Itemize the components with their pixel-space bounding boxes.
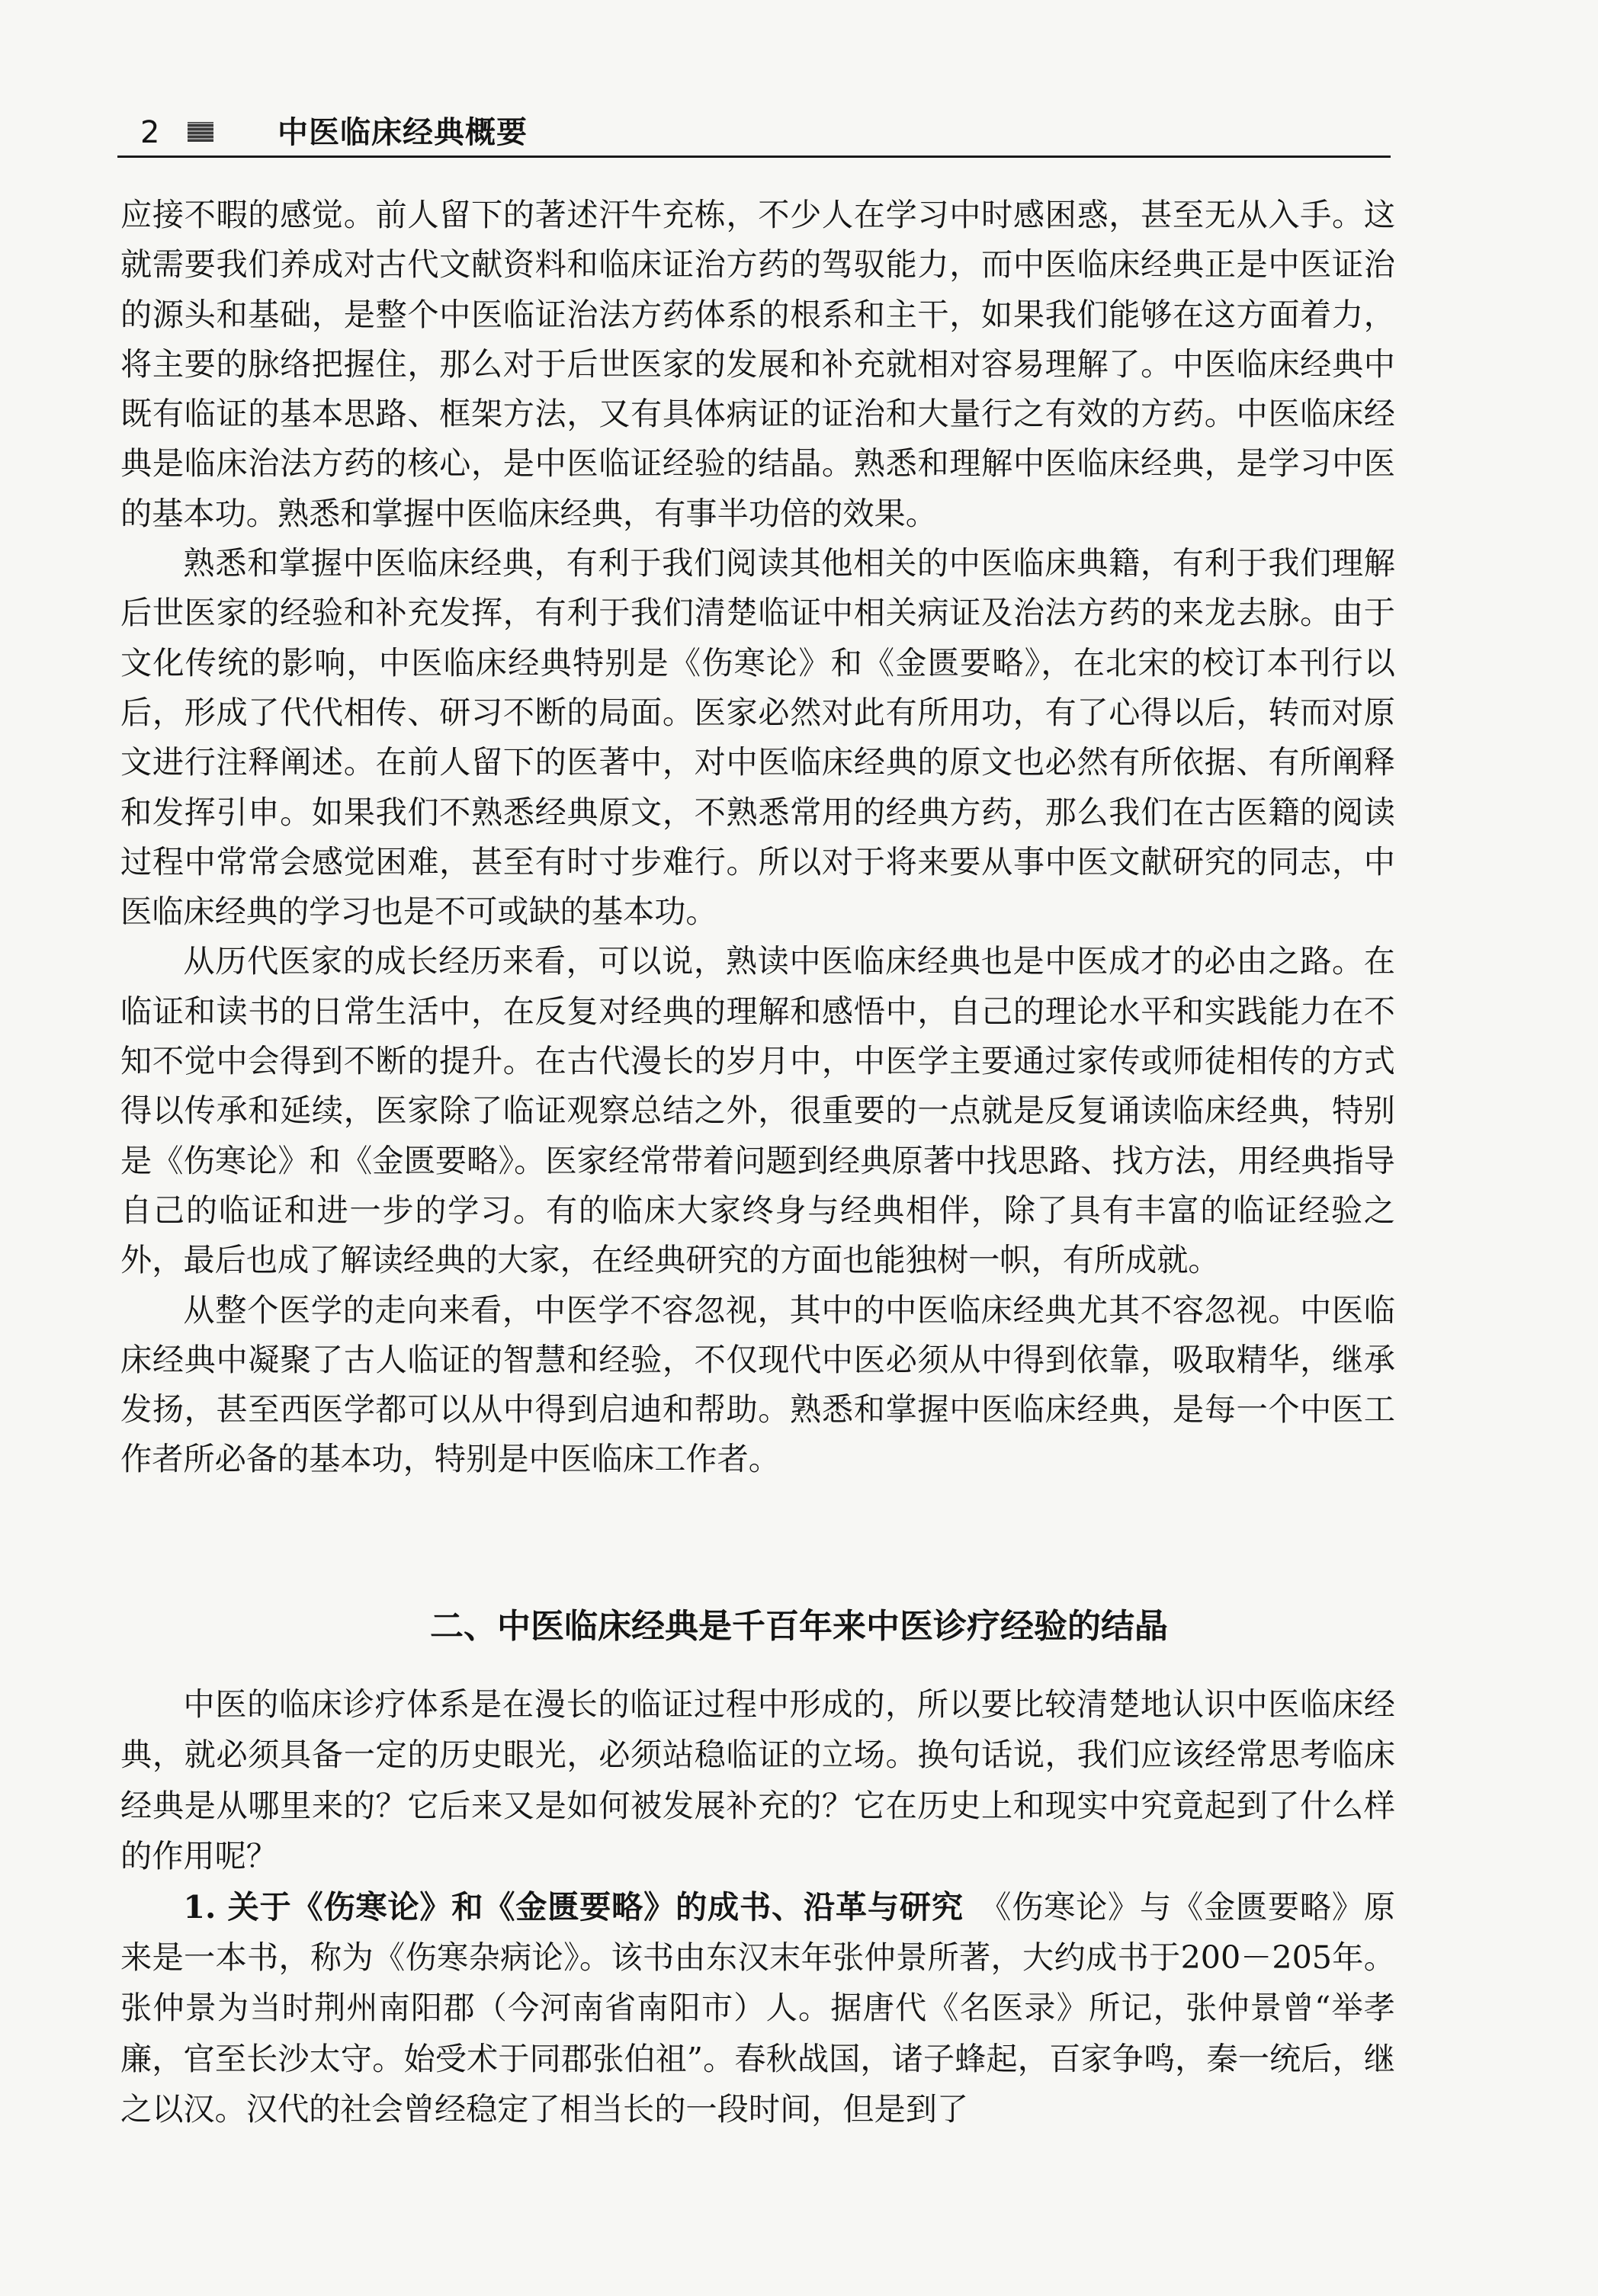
paragraph-1: 应接不暇的感觉。前人留下的著述汗牛充栋，不少人在学习中时感困惑，甚至无从入手。这就需要我们养成对古代文献资料和临床证治方药的驾驭能力，而中医临床经典正是中医证治的源头和基础，是整个中医临证治法方药体系的根系和主干，如果我们能够在这方面着力，将主要的脉络把握住，那么对于后世医家的发展和补充就相对容易理解了。中医临床经典中既有临证的基本思路、框架方法，又有具体病证的证治和大量行之有效的方药。中医临床经典是临床治法方药的核心，是中医临证经验的结晶。熟悉和理解中医临床经典，是学习中医的基本功。熟悉和掌握中医临床经典，有事半功倍的效果。 [120,197,1395,532]
paragraph-3: 从历代医家的成长经历来看，可以说，熟读中医临床经典也是中医成才的必由之路。在临证和读书的日常生活中，在反复对经典的理解和感悟中，自己的理论水平和实践能力在不知不觉中会得到不断的提升。在古代漫长的岁月中，中医学主要通过家传或师徒相传的方式得以传承和延续，医家除了临证观察总结之外，很重要的一点就是反复诵读临床经典，特别是《伤寒论》和《金匮要略》。医家经常带着问题到经典原著中找思路、找方法，用经典指导自己的临证和进一步的学习。有的临床大家终身与经典相伴，除了具有丰富的临证经验之外，最后也成了解读经典的大家，在经典研究的方面也能独树一帜，有所成就。 [120,943,1395,1279]
section-heading: 二、中医临床经典是千百年来中医诊疗经验的结晶 [430,1607,1168,1646]
book-title: 中医临床经典概要 [278,115,528,150]
subsection-heading: 1. 关于《伤寒论》和《金匮要略》的成书、沿革与研究 [183,1887,964,1926]
paragraph-5: 中医的临床诊疗体系是在漫长的临证过程中形成的，所以要比较清楚地认识中医临床经典，就必须具备一定的历史眼光，必须站稳临证的立场。换句话说，我们应该经常思考临床经典是从哪里来的？它后来又是如何被发展补充的？它在历史上和现实中究竟起到了什么样的作用呢？ [120,1686,1395,1875]
header-ornament-icon [188,122,213,142]
section-text [120,1679,1395,2135]
main-text [120,191,1395,1485]
page-number: 2 [140,115,160,150]
paragraph-6-body: 《伤寒论》与《金匮要略》原来是一本书，称为《伤寒杂病论》。该书由东汉末年张仲景所著，大约成书于200－205年。张仲景为当时荆州南阳郡（今河南省南阳市）人。据唐代《名医录》所记，张仲景曾“举孝廉，官至长沙太守。始受术于同郡张伯祖”。春秋战国，诸子蜂起，百家争鸣，秦一统后，继之以汉。汉代的社会曾经稳定了相当长的一段时间，但是到了 [120,1888,1395,2128]
paragraph-6 [120,1882,1395,2135]
running-header [117,113,1391,158]
paragraph-2: 熟悉和掌握中医临床经典，有利于我们阅读其他相关的中医临床典籍，有利于我们理解后世医家的经验和补充发挥，有利于我们清楚临证中相关病证及治法方药的来龙去脉。由于文化传统的影响，中医临床经典特别是《伤寒论》和《金匮要略》，在北宋的校订本刊行以后，形成了代代相传、研习不断的局面。医家必然对此有所用功，有了心得以后，转而对原文进行注释阐述。在前人留下的医著中，对中医临床经典的原文也必然有所依据、有所阐释和发挥引申。如果我们不熟悉经典原文，不熟悉常用的经典方药，那么我们在古医籍的阅读过程中常常会感觉困难，甚至有时寸步难行。所以对于将来要从事中医文献研究的同志，中医临床经典的学习也是不可或缺的基本功。 [120,545,1395,931]
paragraph-4: 从整个医学的走向来看，中医学不容忽视，其中的中医临床经典尤其不容忽视。中医临床经典中凝聚了古人临证的智慧和经验，不仅现代中医必须从中得到依靠，吸取精华，继承发扬，甚至西医学都可以从中得到启迪和帮助。熟悉和掌握中医临床经典，是每一个中医工作者所必备的基本功，特别是中医临床工作者。 [120,1291,1395,1478]
